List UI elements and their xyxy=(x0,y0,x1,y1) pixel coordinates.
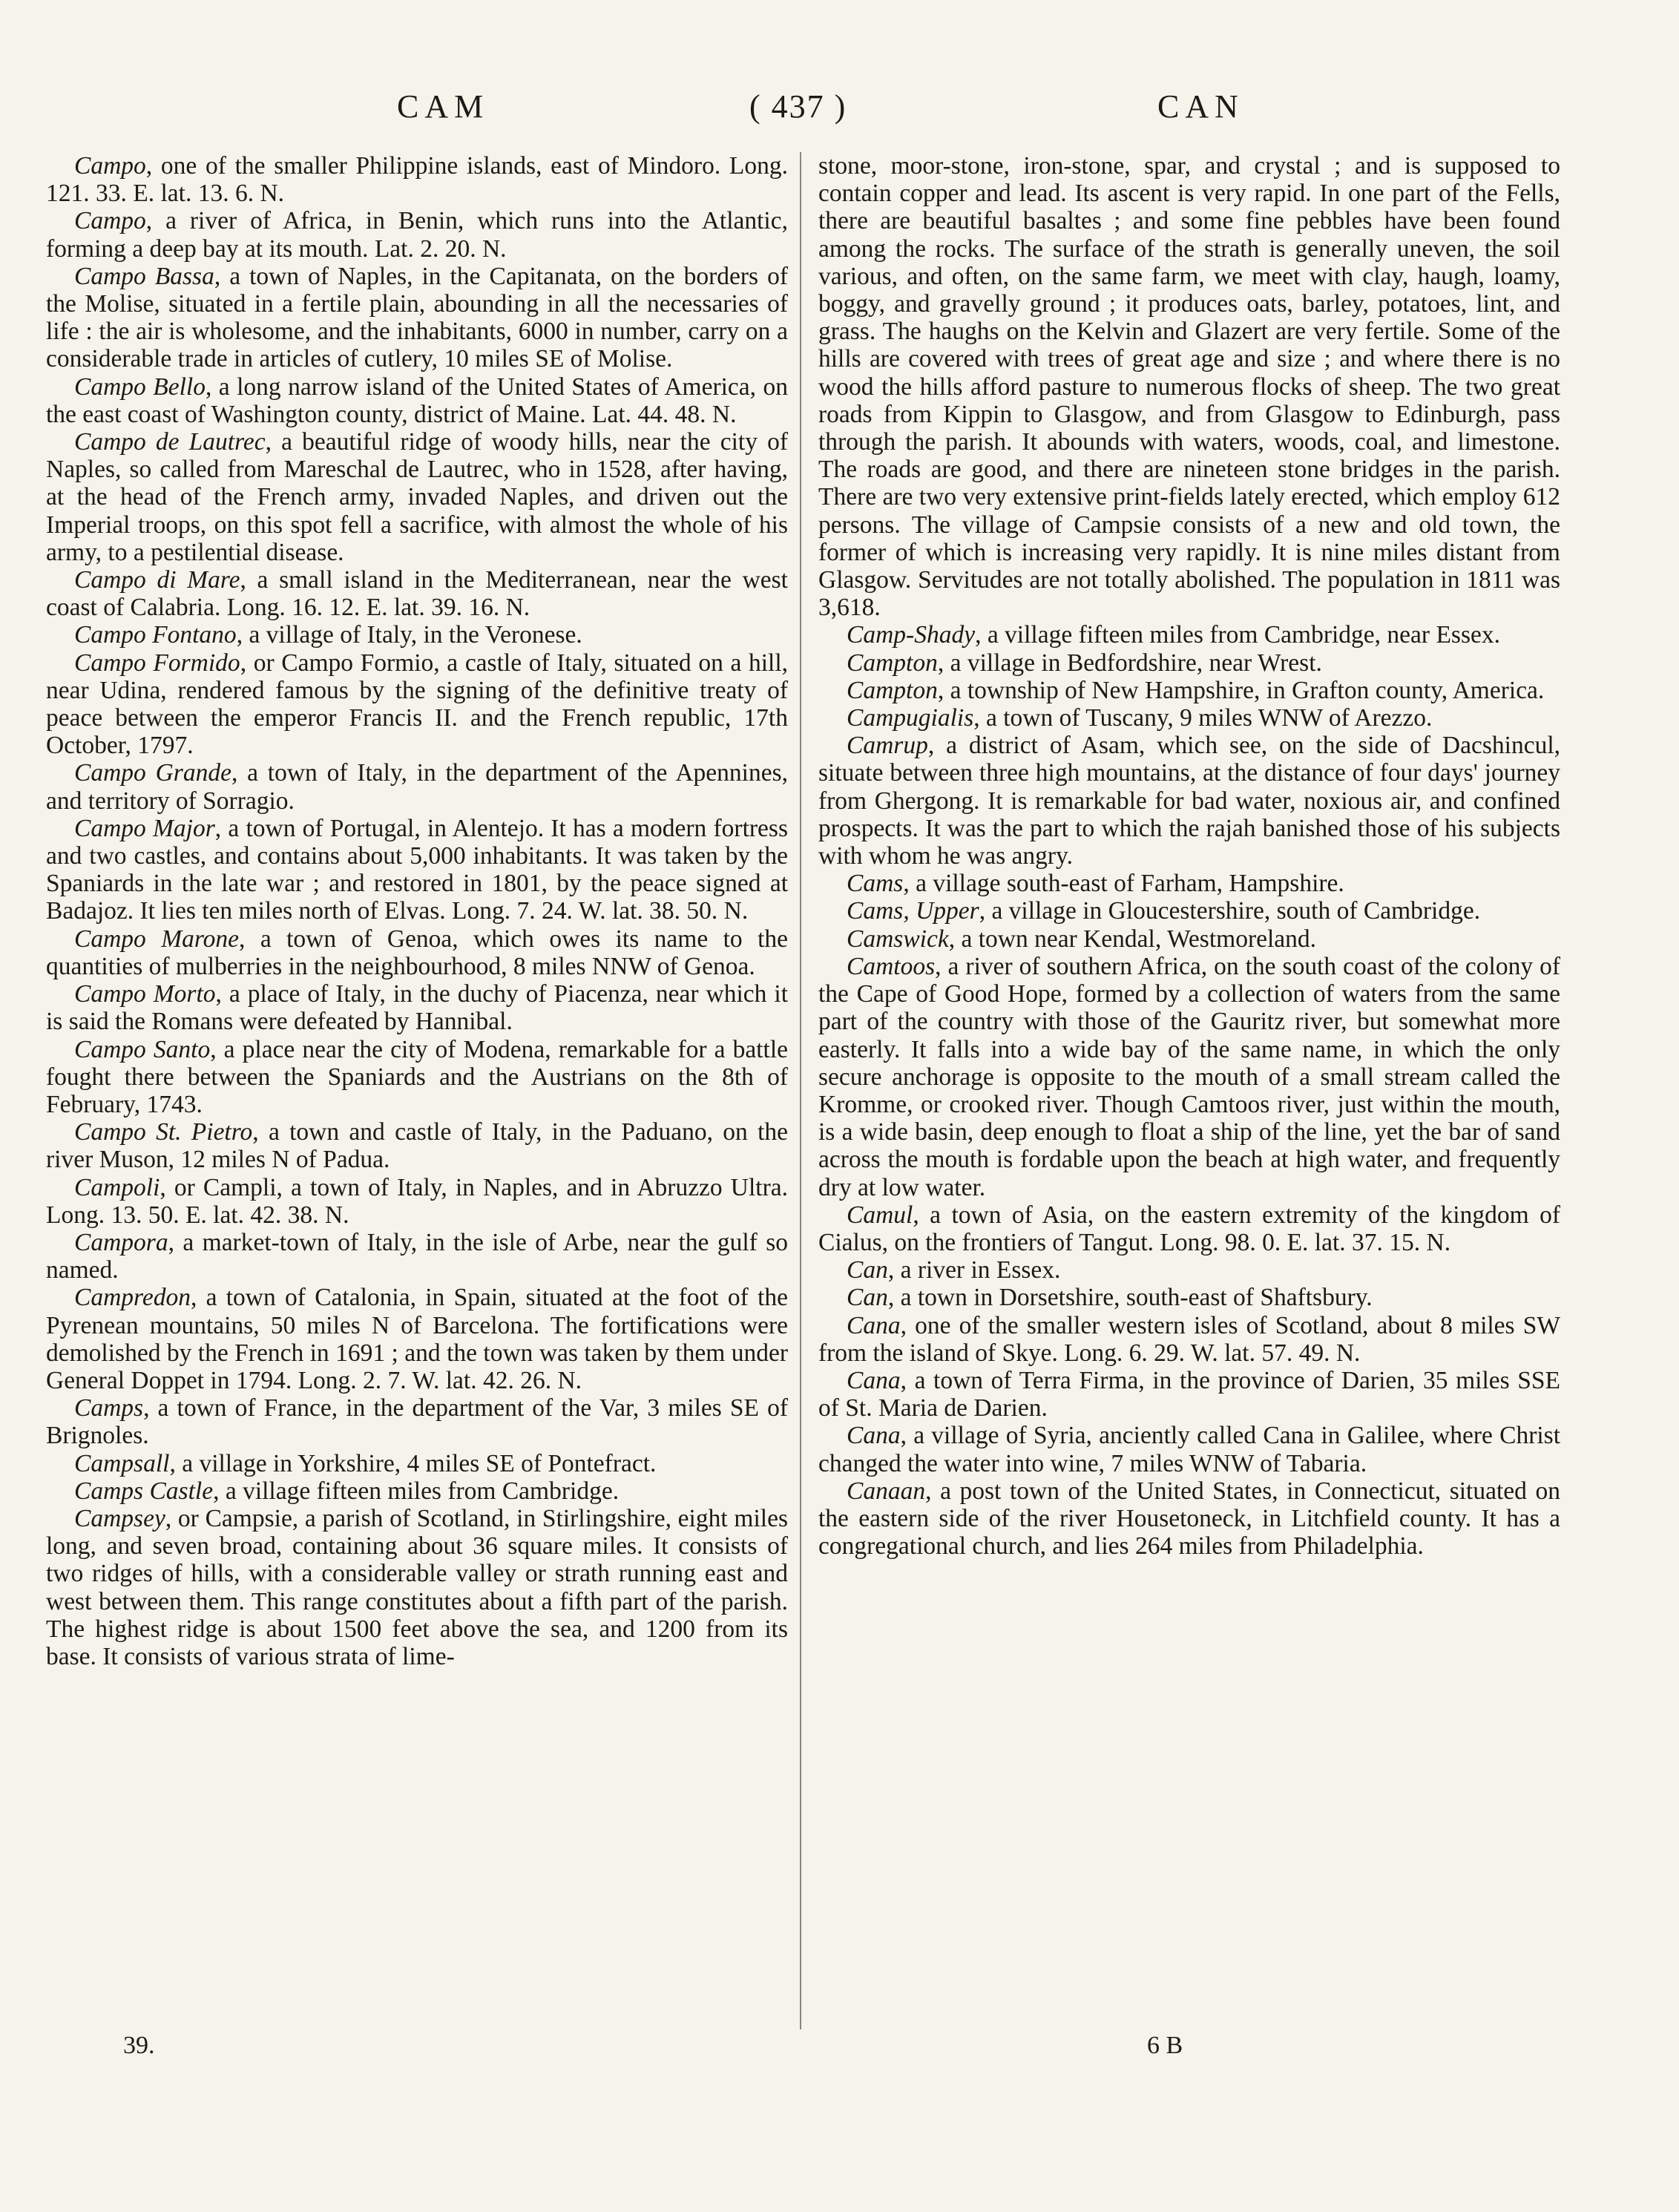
entry-text: , a township of New Hampshire, in Grafton county, America. xyxy=(937,676,1545,704)
entry-text: , a town of Catalonia, in Spain, situated at the foot of the Pyrenean mountains, 50 miles N of Barcelona. The fortifications were demolished by the French in 1691 ; and the town was taken by them under General Doppet in 1794. Long. 2. 7. W. lat. 42. 26. N. xyxy=(46,1284,788,1394)
entry-headword: Campo Morto xyxy=(74,980,216,1008)
entry-headword: Camrup xyxy=(847,732,928,760)
continued-entry-text: stone, moor-stone, iron-stone, spar, and crystal ; and is supposed to contain copper and lead. Its ascent is very rapid. In one part of the Fells, there are beautiful basaltes ; and some fine pebbles have been found among the rocks. The surface of the strath is generally uneven, the soil various, and often, on the same farm, we meet with clay, haugh, loamy, boggy, and gravelly ground ; it produces oats, barley, potatoes, lint, and grass. The haughs on the Kelvin and Glazert are very fertile. Some of the hills are covered with trees of great age and size ; and where there is no wood the hills afford pasture to numerous flocks of sheep. The two great roads from Kippin to Glasgow, and from Glasgow to Edinburgh, pass through the parish. It abounds with waters, woods, coal, and limestone. The roads are good, and there are nineteen stone bridges in the parish. There are two very extensive print-fields lately erected, which employ 612 persons. The village of Campsie consists of a new and old town, the former of which is increasing very rapidly. It is nine miles distant from Glasgow. Servitudes are not totally abolished. The population in 1811 was 3,618. xyxy=(818,152,1560,622)
entry-headword: Campo Santo xyxy=(74,1035,211,1063)
gazetteer-entry xyxy=(46,566,788,621)
gazetteer-entry xyxy=(46,428,788,566)
entry-headword: Campton xyxy=(847,676,938,704)
entry-headword: Campo di Mare xyxy=(74,566,240,594)
entry-text: , a town of Italy, in the department of the Apennines, and territory of Sorragio. xyxy=(46,759,788,815)
entry-headword: Camswick xyxy=(847,925,949,953)
entry-text: , a small island in the Mediterranean, near the west coast of Calabria. Long. 16. 12. E. lat. 39. 16. N. xyxy=(46,566,788,622)
gazetteer-entry xyxy=(46,1174,788,1229)
entry-text: , a place near the city of Modena, remarkable for a battle fought there between the Spaniards and the Austrians on the 8th of February, 1743. xyxy=(46,1035,788,1118)
entry-text: , a market-town of Italy, in the isle of Arbe, near the gulf so named. xyxy=(46,1228,788,1284)
entry-headword: Campredon xyxy=(74,1284,191,1312)
entry-headword: Can xyxy=(847,1256,888,1284)
header-left-word: CAM xyxy=(397,88,490,125)
entry-headword: Cams, Upper xyxy=(847,897,979,925)
entry-text: , a village fifteen miles from Cambridge. xyxy=(213,1477,620,1505)
entry-text: , a district of Asam, which see, on the side of Dacshincul, situate between three high mountains, at the distance of four days' journey from Ghergong. It is remarkable for bad water, noxious air, and confined prospects. It was the part to which the rajah banished those of his subjects with whom he was angry. xyxy=(818,732,1560,870)
entry-headword: Cams xyxy=(847,870,904,898)
entry-text: , or Campsie, a parish of Scotland, in Stirlingshire, eight miles long, and seven broad, containing about 36 square miles. It consists of two ridges of hills, with a considerable valley or strath running east and west between them. This range constitutes about a fifth part of the parish. The highest ridge is about 1500 feet above the sea, and 1200 from its base. It consists of various strata of lime- xyxy=(46,1504,788,1670)
gazetteer-entry xyxy=(818,1201,1560,1256)
gazetteer-entry xyxy=(46,263,788,373)
entry-text: , a village in Gloucestershire, south of Cambridge. xyxy=(979,897,1481,925)
entry-headword: Cana xyxy=(847,1311,901,1339)
entry-text: , one of the smaller Philippine islands, east of Mindoro. Long. 121. 33. E. lat. 13. 6. N. xyxy=(46,152,788,208)
entry-headword: Campo Formido xyxy=(74,649,240,677)
entry-headword: Camps Castle xyxy=(74,1477,214,1505)
gazetteer-entry xyxy=(46,1394,788,1449)
entry-text: , a town of Asia, on the eastern extremity of the kingdom of Cialus, on the frontiers of Tangut. Long. 98. 0. E. lat. 37. 15. N. xyxy=(818,1201,1560,1256)
running-head xyxy=(0,88,1679,140)
entry-text: , one of the smaller western isles of Scotland, about 8 miles SW from the island of Skye. Long. 6. 29. W. lat. 57. 49. N. xyxy=(818,1311,1560,1367)
gazetteer-entry xyxy=(46,1229,788,1284)
entry-headword: Camps xyxy=(74,1394,144,1422)
entry-text: , a river in Essex. xyxy=(887,1256,1061,1284)
entry-headword: Campo Grande xyxy=(74,759,231,787)
entry-text: , a village in Bedfordshire, near Wrest. xyxy=(937,649,1322,677)
gazetteer-entry xyxy=(46,1450,788,1477)
entry-text: , or Campli, a town of Italy, in Naples, and in Abruzzo Ultra. Long. 13. 50. E. lat. 42. 38. N. xyxy=(46,1173,788,1229)
gazetteer-entry xyxy=(818,870,1560,897)
entry-text: , a village fifteen miles from Cambridge, near Essex. xyxy=(975,621,1500,649)
entry-headword: Campsey xyxy=(74,1504,165,1532)
entry-text: , a town of Naples, in the Capitanata, on the borders of the Molise, situated in a fertile plain, abounding in all the necessaries of life : the air is wholesome, and the inhabitants, 6000 in number, carry on a considerable trade in articles of cutlery, 10 miles SE of Molise. xyxy=(46,262,788,373)
entry-text: , a town near Kendal, Westmoreland. xyxy=(948,925,1317,953)
entry-text: , or Campo Formio, a castle of Italy, situated on a hill, near Udina, rendered famous by the signing of the definitive treaty of peace between the emperor Francis II. and the French republic, 17th October, 1797. xyxy=(46,649,789,760)
entry-text: , a river of Africa, in Benin, which runs into the Atlantic, forming a deep bay at its mouth. Lat. 2. 20. N. xyxy=(46,207,788,263)
gazetteer-entry xyxy=(818,953,1560,1201)
entry-headword: Camp-Shady xyxy=(847,621,976,649)
gazetteer-entry xyxy=(818,1422,1560,1477)
entry-headword: Campo de Lautrec xyxy=(74,428,266,456)
entry-headword: Campugialis xyxy=(847,704,974,732)
entry-headword: Campo Major xyxy=(74,814,215,842)
entry-headword: Can xyxy=(847,1284,888,1312)
gazetteer-entry xyxy=(818,925,1560,953)
gazetteer-entry xyxy=(46,1477,788,1505)
gathering-mark: 6 B xyxy=(1147,2032,1183,2059)
entry-text: , a village of Italy, in the Veronese. xyxy=(236,621,582,649)
entry-text: , a town of France, in the department of the Var, 3 miles SE of Brignoles. xyxy=(46,1394,788,1450)
entry-text: , a long narrow island of the United States of America, on the east coast of Washington county, district of Maine. Lat. 44. 48. N. xyxy=(46,373,788,428)
gazetteer-entry xyxy=(818,649,1560,677)
signature-mark: 39. xyxy=(123,2032,155,2059)
entry-headword: Campo Fontano xyxy=(74,621,237,649)
gazetteer-entry xyxy=(818,1312,1560,1367)
entry-headword: Campora xyxy=(74,1228,168,1256)
entry-headword: Campsall xyxy=(74,1449,170,1477)
entry-headword: Campton xyxy=(847,649,938,677)
entry-text: , a town and castle of Italy, in the Paduano, on the river Muson, 12 miles N of Padua. xyxy=(46,1118,788,1174)
entry-text: , a village in Yorkshire, 4 miles SE of Pontefract. xyxy=(169,1449,657,1477)
entry-headword: Cana xyxy=(847,1422,901,1450)
gazetteer-entry xyxy=(818,704,1560,732)
entry-text: , a river of southern Africa, on the south coast of the colony of the Cape of Good Hope, formed by a collection of waters from the same part of the country with those of the Gauritz river, but somewhat more easterly. It falls into a wide bay of the same name, in which the only secure anchorage is opposite to the mouth of a small stream called the Kromme, or crooked river. Though Camtoos river, just within the mouth, is a wide basin, deep enough to float a ship of the line, yet the bar of sand across the mouth is fordable upon the beach at high water, and frequently dry at low water. xyxy=(818,952,1560,1201)
entry-text: , a town of Genoa, which owes its name to the quantities of mulberries in the neighbourhood, 8 miles NNW of Genoa. xyxy=(46,925,789,980)
gazetteer-entry xyxy=(818,1284,1560,1311)
gazetteer-entry xyxy=(46,373,788,428)
gazetteer-entry xyxy=(46,1036,788,1119)
gazetteer-entry xyxy=(46,815,788,925)
entry-headword: Camul xyxy=(847,1201,913,1229)
gazetteer-entry xyxy=(46,152,788,207)
entry-text: , a village south-east of Farham, Hampshire. xyxy=(903,870,1344,898)
gazetteer-entry xyxy=(46,621,788,649)
entry-headword: Camtoos xyxy=(847,952,936,980)
right-column xyxy=(818,152,1560,1560)
entry-text: , a post town of the United States, in Connecticut, situated on the eastern side of the river Housetoneck, in Litchfield county. It has a congregational church, and lies 264 miles from Philadelphia. xyxy=(818,1477,1560,1560)
header-right-word: CAN xyxy=(1157,88,1244,125)
entry-text: , a town in Dorsetshire, south-east of Shaftsbury. xyxy=(887,1284,1373,1312)
entry-headword: Canaan xyxy=(847,1477,926,1505)
entry-headword: Campo xyxy=(74,152,146,180)
gazetteer-entry xyxy=(46,1505,788,1670)
entry-text: , a village of Syria, anciently called Cana in Galilee, where Christ changed the water into wine, 7 miles WNW of Tabaria. xyxy=(818,1422,1560,1477)
page-number: ( 437 ) xyxy=(749,88,847,125)
entry-text: , a town of Tuscany, 9 miles WNW of Arezzo. xyxy=(973,704,1433,732)
entry-headword: Cana xyxy=(847,1366,901,1394)
gazetteer-entry xyxy=(46,649,788,760)
entry-headword: Campo Bassa xyxy=(74,262,214,290)
gazetteer-entry xyxy=(46,925,788,980)
gazetteer-entry xyxy=(818,621,1560,649)
gazetteer-entry xyxy=(46,759,788,814)
entry-headword: Campo Bello xyxy=(74,373,206,401)
entry-headword: Campo xyxy=(74,207,146,235)
entry-text: , a beautiful ridge of woody hills, near the city of Naples, so called from Mareschal de Lautrec, who in 1528, after having, at the head of the French army, invaded Naples, and driven out the Imperial troops, on this spot fell a sacrifice, with almost the whole of his army, to a pestilential disease. xyxy=(46,428,788,566)
entry-headword: Campo Marone xyxy=(74,925,240,953)
gazetteer-entry xyxy=(818,897,1560,925)
entry-headword: Campo St. Pietro xyxy=(74,1118,253,1146)
gazetteer-entry xyxy=(818,732,1560,870)
column-divider xyxy=(800,152,801,2029)
entry-text: , a town of Terra Firma, in the province of Darien, 35 miles SSE of St. Maria de Darien. xyxy=(818,1366,1560,1422)
entry-text: , a town of Portugal, in Alentejo. It has a modern fortress and two castles, and contains about 5,000 inhabitants. It was taken by the Spaniards in the late war ; and restored in 1801, by the peace signed at Badajoz. It lies ten miles north of Elvas. Long. 7. 24. W. lat. 38. 50. N. xyxy=(46,814,788,925)
gazetteer-entry xyxy=(46,1118,788,1173)
gazetteer-entry xyxy=(818,1367,1560,1422)
left-column xyxy=(46,152,788,1670)
gazetteer-entry xyxy=(46,980,788,1035)
gazetteer-entry xyxy=(818,677,1560,704)
entry-text: , a place of Italy, in the duchy of Piacenza, near which it is said the Romans were defeated by Hannibal. xyxy=(46,980,788,1036)
entry-headword: Campoli xyxy=(74,1173,160,1201)
gazetteer-entry xyxy=(818,1477,1560,1560)
gazetteer-entry xyxy=(46,1284,788,1394)
gazetteer-entry xyxy=(818,1256,1560,1284)
gazetteer-entry xyxy=(46,207,788,262)
